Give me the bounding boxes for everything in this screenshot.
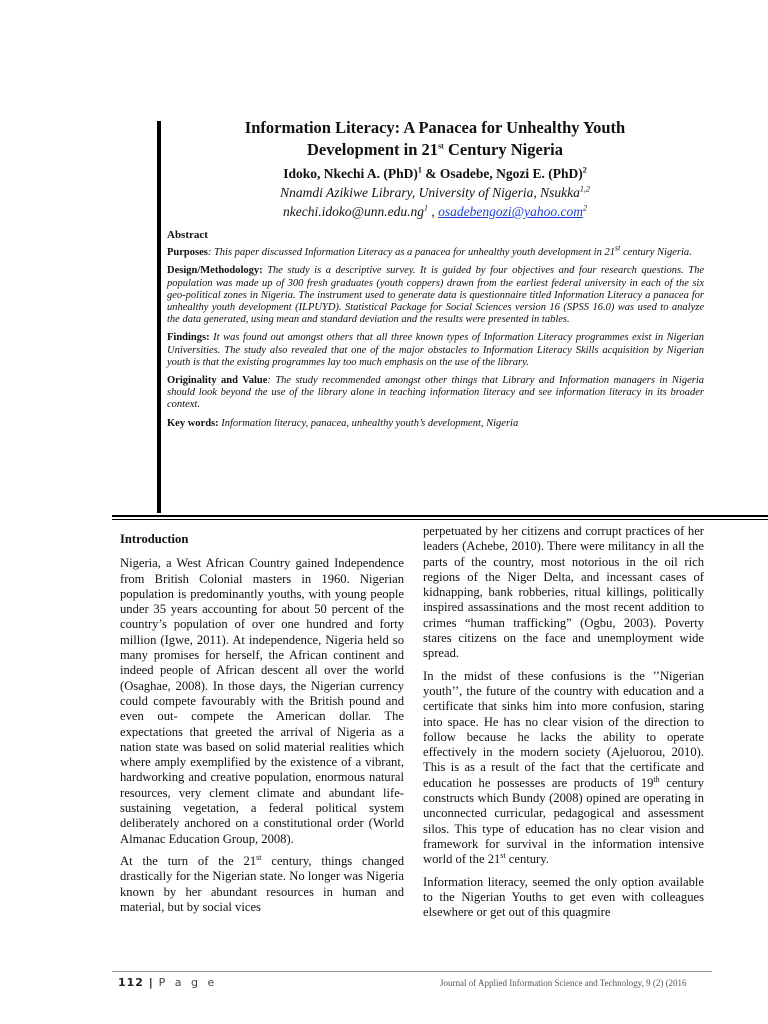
introduction-heading: Introduction — [120, 532, 189, 546]
paragraph: perpetuated by her citizens and corrupt practices of her leaders (Achebe, 2010). There were militancy in all the parts of the country, most notorious in the oil rich regions of the Niger Delta, and incessant cases of kidnapping, bank robberies, ritual killings, politically inspired assassinations and the most recent addition to crimes “human trafficking” (Ogbu, 2003). Poverty stares citizens on the face and unemployment wide spread. — [423, 524, 704, 661]
affiliation-text: Nnamdi Azikiwe Library, University of Nigeria, Nsukka — [280, 185, 580, 200]
purposes-label: Purposes — [167, 247, 208, 259]
footer-rule — [112, 971, 712, 972]
email-line — [160, 203, 710, 221]
body-column-left — [120, 532, 404, 922]
purposes-text: : This paper discussed Information Literacy as a panacea for unhealthy youth development in 21 — [207, 247, 615, 259]
findings-label: Findings: — [167, 332, 210, 344]
page-separator: | — [143, 976, 159, 989]
paragraph-text: century constructs which Bundy (2008) opined are operating in unconnected curricular, pedagogical and assessment silos. This type of education has no clear vision and framework for survival in the information intensive world of the 21 — [423, 775, 704, 867]
abstract-originality — [167, 375, 704, 412]
originality-label: Originality and Value — [167, 375, 268, 387]
purposes-sup: st — [614, 243, 621, 253]
paragraph-text: century. — [505, 852, 549, 867]
title-line-2-post: Century Nigeria — [443, 140, 563, 159]
title-line-2-pre: Development in 21 — [306, 140, 439, 159]
author-1-sup: 1 — [417, 165, 422, 175]
page-number — [118, 976, 217, 989]
email-1: nkechi.idoko@unn.edu.ng — [283, 204, 425, 219]
paragraph-sup: st — [500, 851, 506, 861]
abstract-design — [167, 265, 704, 326]
author-2: Osadebe, Ngozi E. (PhD) — [439, 166, 583, 181]
author-ampersand: & — [421, 166, 440, 181]
affiliation — [160, 184, 710, 202]
keywords-label: Key words: — [167, 417, 219, 429]
affiliation-sup: 1,2 — [579, 184, 590, 194]
abstract-heading: Abstract — [167, 229, 208, 241]
paragraph — [120, 854, 404, 915]
paragraph-sup: st — [256, 852, 262, 862]
email-separator: , — [428, 204, 439, 219]
paragraph: Nigeria, a West African Country gained Independence from British Colonial masters in 1960. Nigerian population is predominantly youths, with young people under 35 years accounting for about 50 percent of the country’s population of over one hundred and forty million (Igwe, 2011). At independence, Nigeria held so many promises for herself, the African continent and indeed people of African descent all over the world (Osaghae, 2008). In those days, the Nigerian currency could compete favourably with the British pound and even out- compete the American dollar. The expectations that greeted the arrival of Nigeria as a nation state was based on solid material realities which where amply exemplified by the existence of a vibrant, hardworking and creative population, enormous natural resources, very clement climate and abundant life-sustaining vegetation, a federal political system deliberately anchored on a constitutional order (World Almanac Education Group, 2008). — [120, 556, 404, 846]
abstract-keywords — [167, 418, 704, 430]
title-line-2 — [160, 139, 710, 161]
purposes-text-end: century Nigeria. — [620, 247, 692, 259]
body-column-right — [423, 524, 704, 927]
abstract-findings — [167, 332, 704, 369]
paper-title — [160, 117, 710, 161]
paragraph-text: century, things changed drastically for the Nigerian state. No longer was Nigeria known by her abundant resources in human and material, but by social vices — [120, 853, 404, 914]
abstract-block — [167, 229, 704, 436]
title-sup: st — [438, 141, 444, 151]
title-line-1: Information Literacy: A Panacea for Unhealthy Youth — [244, 118, 626, 137]
email-1-sup: 1 — [424, 203, 429, 213]
journal-citation: Journal of Applied Information Science and Technology, 9 (2) (2016 — [440, 978, 687, 988]
section-rule-thick — [112, 515, 768, 517]
email-2-sup: 2 — [582, 203, 587, 213]
keywords-text: Information literacy, panacea, unhealthy youth’s development, Nigeria — [218, 417, 519, 429]
author-line — [160, 165, 710, 183]
author-1: Idoko, Nkechi A. (PhD) — [283, 166, 418, 181]
section-rule-thin — [112, 519, 768, 520]
email-2-link[interactable]: osadebengozi@yahoo.com — [438, 204, 583, 219]
originality-text: : The study recommended amongst other things that Library and Information managers in Nigeria should look beyond the use of the library alone in teaching information literacy and see information literacy in its broader context. — [167, 375, 705, 411]
paragraph: Information literacy, seemed the only option available to the Nigerian Youths to get even with colleagues elsewhere or get out of this quagmire — [423, 874, 704, 920]
author-2-sup: 2 — [582, 165, 587, 175]
design-text: The study is a descriptive survey. It is guided by four objectives and four research questions. The population was made up of 300 fresh graduates (youth coppers) drawn from the earliest federal university in each of the six geo-political zones in Nigeria. The instrument used to generate data is questionnaire titled Information Literacy a panacea for unhealthy youth development (ILPUYD). Statistical Package for Social Sciences version 16 (SPSS 16.0) was used to analyze the data generated, using mean and standard deviation and the results were presented in tables. — [167, 265, 704, 326]
paragraph-text: At the turn of the 21 — [120, 853, 257, 868]
abstract-purposes — [167, 243, 704, 259]
design-label: Design/Methodology: — [167, 265, 263, 277]
page-label: P a g e — [158, 976, 218, 989]
paragraph-sup: th — [653, 774, 660, 784]
findings-text: It was found out amongst others that all three known types of Information Literacy programmes exist in Nigerian Universities. The study also revealed that one of the major obstacles to Information Literacy Skills acquisition by Nigerian youth is that the existing programmes lay too much emphasis on the use of the library. — [167, 332, 704, 368]
paragraph — [423, 669, 704, 868]
paragraph-text: In the midst of these confusions is the ’’Nigerian youth’’, the future of the country with education and a certificate that sinks him into more confusion, staring into space. He has no clear vision of the direction to follow because he lacks the ability to operate effectively in the modern society (Ajeluorou, 2010). This is as a result of the fact that the certificate and education he possesses are products of 19 — [423, 668, 704, 790]
page-number-value: 112 — [118, 976, 144, 989]
